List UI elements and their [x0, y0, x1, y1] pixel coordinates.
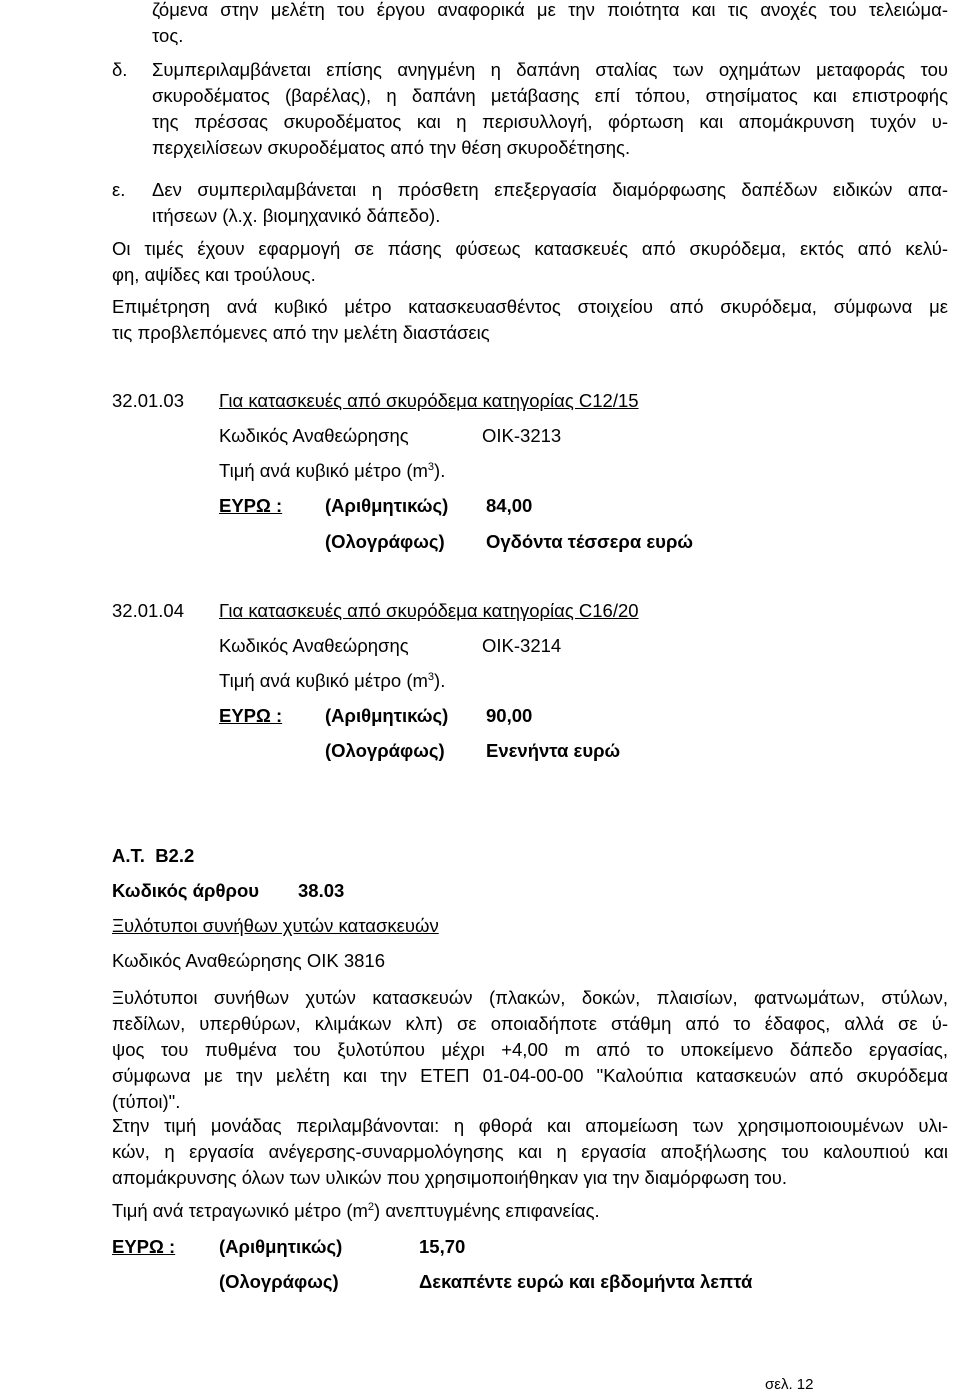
unit-description: Τιμή ανά κυβικό μέτρο $(m^3)$. — [219, 460, 446, 481]
paragraph-line: πεδίλων, υπερθύρων, κλιμάκων κλπ) σε οποιαδήποτε στάθμη από το έδαφος, αλλά σε ύ- — [112, 1013, 948, 1034]
numeric-label: (Αριθμητικώς) — [325, 495, 449, 516]
article-code: 38.03 — [298, 880, 345, 901]
revision-label: Κωδικός Αναθεώρησης — [219, 425, 409, 446]
entry-title: Για κατασκευές από σκυρόδεμα κατηγορίας C12/15 — [219, 390, 639, 411]
paragraph-line: Δεν συμπεριλαμβάνεται η πρόσθετη επεξεργασία διαμόρφωσης δαπέδων ειδικών απα- — [152, 179, 948, 200]
paragraph-line: ψος του πυθμένα του ξυλοτύπου μέχρι +4,00 m από το υποκείμενο δάπεδο εργασίας, — [112, 1039, 948, 1060]
unit-description: Τιμή ανά τετραγωνικό μέτρο $(m^2)$ ανεπτυγμένης επιφανείας. — [112, 1200, 600, 1221]
words-label: (Ολογράφως) — [325, 740, 445, 761]
words-label: (Ολογράφως) — [219, 1271, 339, 1292]
numeric-value: 15,70 — [419, 1236, 466, 1257]
prices-paragraph — [112, 236, 948, 288]
paragraph-line: ιτήσεων (λ.χ. βιομηχανικό δάπεδο). — [152, 205, 441, 226]
paragraph-line: Στην τιμή μονάδας περιλαμβάνονται: η φθορά και απομείωση των χρησιμοποιουμένων υλι- — [112, 1115, 948, 1136]
revision-label: Κωδικός Αναθεώρησης — [219, 635, 409, 656]
article-label: Κωδικός άρθρου — [112, 880, 260, 901]
paragraph-line: περχειλίσεων σκυροδέματος από την θέση σκυροδέτησης. — [152, 137, 631, 158]
paragraph-line: σύμφωνα με την μελέτη και την ΕΤΕΠ 01-04-00-00 "Καλούπια κατασκευών από σκυρόδεμα — [112, 1065, 948, 1086]
euro-label: ΕΥΡΩ : — [112, 1236, 176, 1257]
unit-description: Τιμή ανά κυβικό μέτρο $(m^3)$. — [219, 670, 446, 691]
numeric-label: (Αριθμητικώς) — [325, 705, 449, 726]
paragraph-line: τος. — [152, 25, 184, 46]
paragraph-line: σκυροδέματος (βαρέλας), η δαπάνη μετάβασης επί τόπου, στησίματος και επιστροφής — [152, 85, 948, 106]
euro-label: ΕΥΡΩ : — [219, 495, 283, 516]
paragraph-line: τις προβλεπόμενες από την μελέτη διαστάσεις — [112, 322, 490, 343]
revision-info: Κωδικός Αναθεώρησης ΟΙΚ 3816 — [112, 950, 385, 971]
entry-code: 32.01.03 — [112, 390, 185, 411]
paragraph-line: Συμπεριλαμβάνεται επίσης ανηγμένη η δαπάνη σταλίας των οχημάτων μεταφοράς του — [152, 59, 948, 80]
continuation-paragraph — [152, 0, 948, 49]
paragraph-line: της πρέσσας σκυροδέματος και η περισυλλογή, φόρτωση και απομάκρυνση τυχόν υ- — [152, 111, 948, 132]
description-paragraph — [112, 985, 948, 1115]
paragraph-line: απομάκρυνσης όλων των υλικών που χρησιμοποιήθηκαν για την διαμόρφωση του. — [112, 1167, 787, 1188]
page-number: σελ. 12 — [765, 1376, 814, 1393]
revision-code: ΟΙΚ-3214 — [482, 635, 562, 656]
paragraph-line: ζόμενα στην μελέτη του έργου αναφορικά με την ποιότητα και τις ανοχές του τελειώμα- — [152, 0, 948, 20]
includes-paragraph — [112, 1113, 948, 1191]
paragraph-line: κών, η εργασία ανέγερσης-συναρμολόγησης και η εργασία αποξήλωσης του καλουπιού και — [112, 1141, 948, 1162]
numeric-label: (Αριθμητικώς) — [219, 1236, 343, 1257]
item-d-text — [152, 57, 948, 161]
words-value: Δεκαπέντε ευρώ και εβδομήντα λεπτά — [419, 1271, 753, 1292]
item-e-text — [152, 177, 948, 229]
measurement-paragraph — [112, 294, 948, 346]
section-title: Ξυλότυποι συνήθων χυτών κατασκευών — [112, 915, 439, 936]
at-label: Α.Τ. Β2.2 — [112, 845, 195, 866]
item-marker-d: δ. — [112, 59, 128, 80]
euro-label: ΕΥΡΩ : — [219, 705, 283, 726]
paragraph-line: Επιμέτρηση ανά κυβικό μέτρο κατασκευασθέντος στοιχείου από σκυρόδεμα, σύμφωνα με — [112, 296, 948, 317]
revision-code: ΟΙΚ-3213 — [482, 425, 562, 446]
numeric-value: 90,00 — [486, 705, 533, 726]
numeric-value: 84,00 — [486, 495, 533, 516]
item-marker-e: ε. — [112, 179, 126, 200]
paragraph-line: (τύποι)". — [112, 1091, 181, 1112]
words-value: Ενενήντα ευρώ — [486, 740, 621, 761]
paragraph-line: φη, αψίδες και τρούλους. — [112, 264, 316, 285]
entry-code: 32.01.04 — [112, 600, 185, 621]
words-value: Ογδόντα τέσσερα ευρώ — [486, 531, 694, 552]
paragraph-line: Οι τιμές έχουν εφαρμογή σε πάσης φύσεως κατασκευές από σκυρόδεμα, εκτός από κελύ- — [112, 238, 948, 259]
paragraph-line: Ξυλότυποι συνήθων χυτών κατασκευών (πλακών, δοκών, πλαισίων, φατνωμάτων, στύλων, — [112, 987, 948, 1008]
words-label: (Ολογράφως) — [325, 531, 445, 552]
entry-title: Για κατασκευές από σκυρόδεμα κατηγορίας C16/20 — [219, 600, 639, 621]
